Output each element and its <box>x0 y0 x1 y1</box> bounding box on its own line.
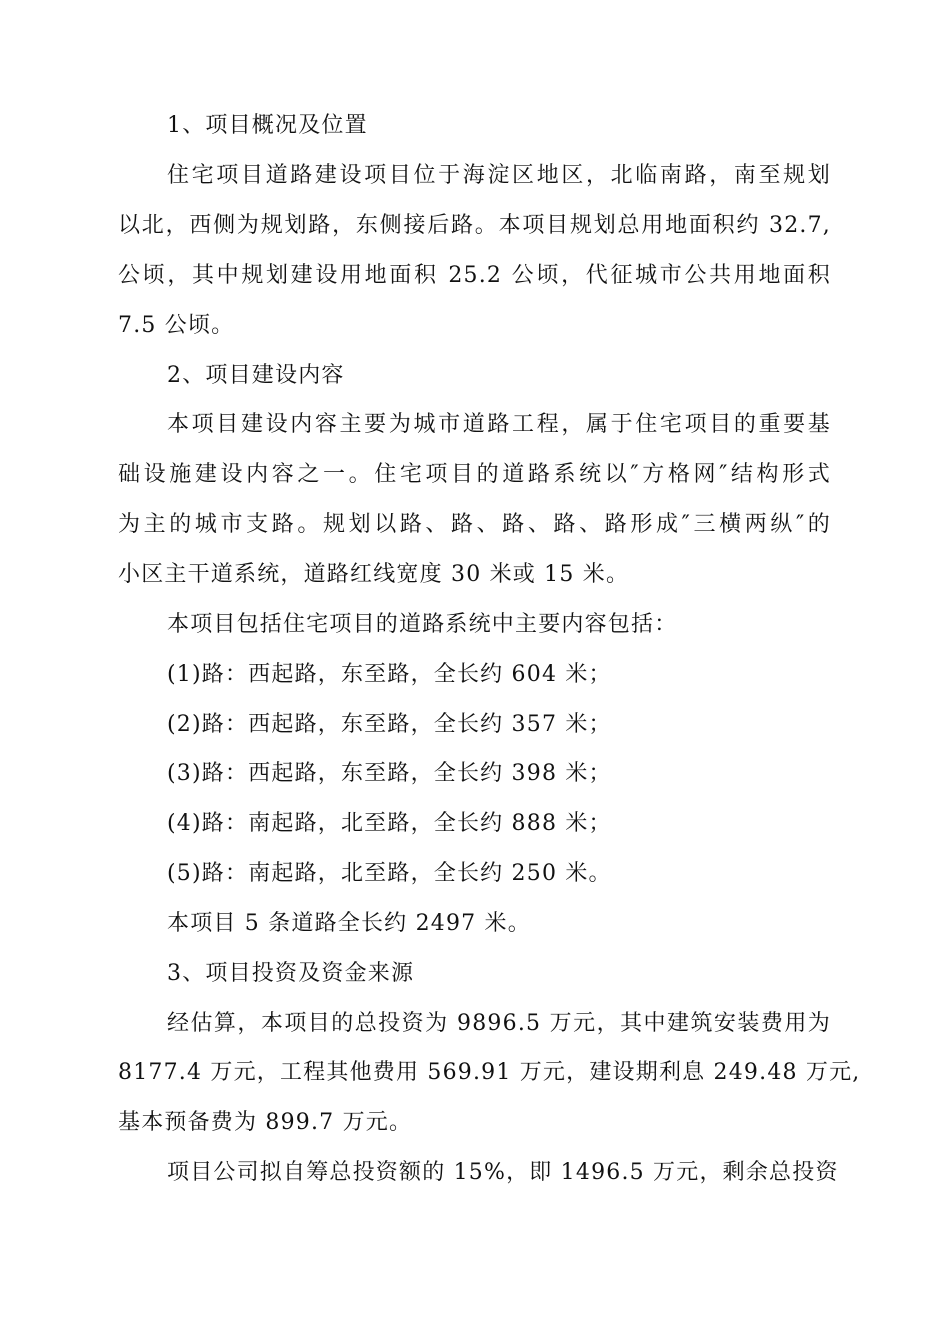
paragraph-line: 住宅项目道路建设项目位于海淀区地区，北临南路，南至规划 <box>167 163 831 188</box>
paragraph-line: 7.5 公顷。 <box>118 313 235 338</box>
paragraph-line: 基本预备费为 899.7 万元。 <box>118 1110 413 1135</box>
roads-summary: 本项目 5 条道路全长约 2497 米。 <box>167 911 531 936</box>
road-item: (5)路：南起路，北至路，全长约 250 米。 <box>167 861 612 886</box>
section-heading-3: 3、项目投资及资金来源 <box>167 961 415 986</box>
road-item: (4)路：南起路，北至路，全长约 888 米； <box>167 811 612 836</box>
road-item: (1)路：西起路，东至路，全长约 604 米； <box>167 662 612 687</box>
paragraph-line: 为主的城市支路。规划以路、路、路、路、路形成″三横两纵″的 <box>118 512 831 537</box>
paragraph-line: 项目公司拟自筹总投资额的 15%，即 1496.5 万元，剩余总投资 <box>167 1160 839 1185</box>
paragraph-line: 经估算，本项目的总投资为 9896.5 万元，其中建筑安装费用为 <box>167 1011 831 1036</box>
paragraph-line: 本项目建设内容主要为城市道路工程，属于住宅项目的重要基 <box>167 412 831 437</box>
paragraph-line: 础设施建设内容之一。住宅项目的道路系统以″方格网″结构形式 <box>118 462 831 487</box>
road-item: (2)路：西起路，东至路，全长约 357 米； <box>167 712 612 737</box>
paragraph-line: 公顷，其中规划建设用地面积 25.2 公顷，代征城市公共用地面积 <box>118 263 831 288</box>
paragraph-line: 8177.4 万元，工程其他费用 569.91 万元，建设期利息 249.48 万元, <box>118 1060 861 1085</box>
section-heading-2: 2、项目建设内容 <box>167 363 345 388</box>
section-heading-1: 1、项目概况及位置 <box>167 113 368 138</box>
road-item: (3)路：西起路，东至路，全长约 398 米； <box>167 761 612 786</box>
roads-intro: 本项目包括住宅项目的道路系统中主要内容包括： <box>167 612 678 637</box>
paragraph-line: 小区主干道系统，道路红线宽度 30 米或 15 米。 <box>118 562 630 587</box>
paragraph-line: 以北，西侧为规划路，东侧接后路。本项目规划总用地面积约 32.7, <box>118 213 831 238</box>
